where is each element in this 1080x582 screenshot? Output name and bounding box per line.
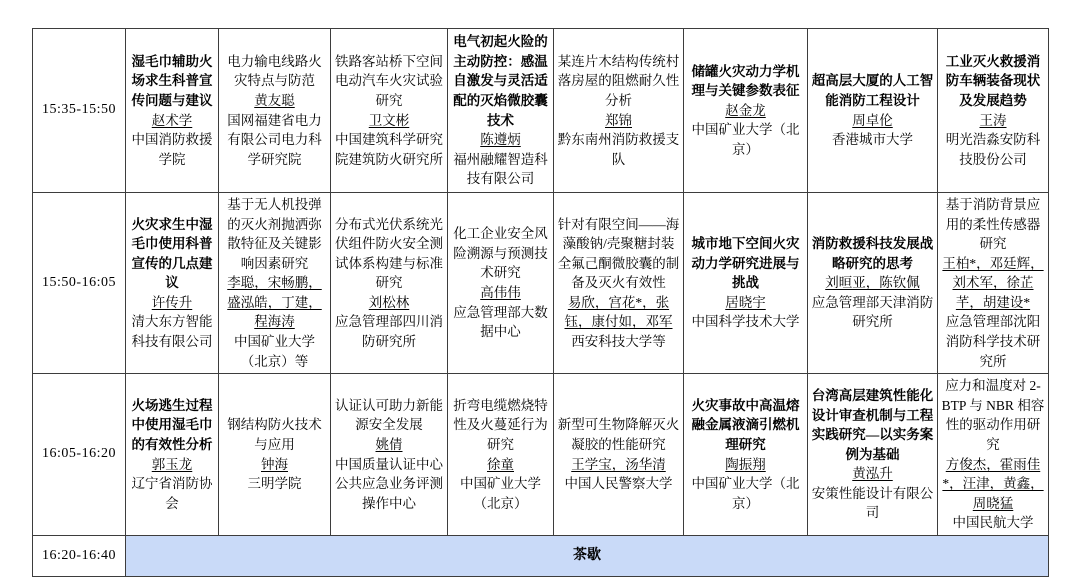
session-affiliation: 福州融耀智造科技有限公司: [453, 151, 548, 187]
session-authors: 王涛: [979, 112, 1007, 128]
session-title: 火灾求生中湿毛巾使用科普宣传的几点建议: [131, 216, 213, 291]
session-affiliation: 中国建筑科学研究院建筑防火研究所: [335, 132, 443, 167]
session-cell: [126, 374, 219, 536]
session-title: 基于消防背景应用的柔性传感器研究: [945, 197, 1041, 252]
session-title: 消防救援科技发展战略研究的思考: [811, 236, 934, 271]
session-cell: [554, 193, 684, 374]
session-affiliation: 中国矿业大学（北京）等: [234, 333, 315, 369]
session-cell: [448, 29, 554, 193]
session-title: 储罐火灾动力学机理与关键参数表征: [691, 63, 800, 99]
session-cell: [684, 29, 808, 193]
session-affiliation: 中国科学技术大学: [691, 314, 800, 330]
session-authors: 陈遵炳: [480, 132, 521, 148]
session-authors: 卫文彬: [368, 112, 410, 128]
session-cell: [938, 374, 1049, 536]
session-title: 应力和温度对 2-BTP 与 NBR 相容性的驱动作用研究: [941, 378, 1045, 452]
session-title: 认证认可助力新能源安全发展: [335, 397, 443, 433]
session-cell: [684, 193, 808, 374]
session-title: 分布式光伏系统光伏组件防火安全测试体系构建与标准研究: [335, 216, 443, 291]
session-affiliation: 香港城市大学: [832, 132, 913, 148]
session-title: 基于无人机投弹的灭火剂抛洒弥散特征及关键影响因素研究: [227, 197, 322, 271]
session-cell: [219, 29, 331, 193]
session-cell: [219, 374, 331, 536]
session-authors: 姚倩: [375, 437, 403, 452]
session-cell: [554, 374, 684, 536]
table-row: [33, 193, 1049, 374]
session-title: 电力输电线路火灾特点与防范: [227, 53, 322, 89]
session-cell: [448, 374, 554, 536]
session-authors: 王柏*，邓廷辉，刘术军，徐芷芊，胡建设*: [942, 255, 1044, 310]
session-cell: [808, 374, 938, 536]
session-authors: 刘松林: [368, 294, 410, 310]
table-row: [33, 29, 1049, 193]
session-affiliation: 国网福建省电力有限公司电力科学研究院: [227, 112, 322, 167]
time-slot: 16:05-16:20: [33, 374, 126, 536]
session-affiliation: 中国消防救援学院: [131, 132, 213, 167]
session-affiliation: 中国人民警察大学: [564, 476, 673, 492]
session-affiliation: 应急管理部天津消防研究所: [811, 294, 934, 330]
session-cell: [126, 193, 219, 374]
session-authors: 徐童: [487, 456, 514, 472]
session-authors: 黄泓升: [852, 466, 893, 482]
session-authors: 黄友聪: [254, 92, 295, 108]
session-title: 火场逃生过程中使用湿毛巾的有效性分析: [131, 397, 213, 452]
table-row: [33, 374, 1049, 536]
session-title: 折弯电缆燃烧特性及火蔓延行为研究: [453, 397, 548, 452]
session-cell: [331, 29, 448, 193]
session-authors: 高伟伟: [480, 285, 521, 301]
session-authors: 刘晅亚，陈钦佩: [825, 275, 920, 291]
session-title: 钢结构防火技术与应用: [227, 417, 322, 452]
session-title: 火灾事故中高温熔融金属液滴引燃机理研究: [691, 397, 800, 452]
time-slot: 15:35-15:50: [33, 29, 126, 193]
session-title: 针对有限空间——海藻酸钠/壳聚糖封装全氟己酮微胶囊的制备及灭火有效性: [557, 216, 680, 291]
session-affiliation: 应急管理部四川消防研究所: [335, 314, 443, 349]
session-title: 化工企业安全风险溯源与预测技术研究: [453, 226, 548, 281]
session-title: 台湾高层建筑性能化设计审查机制与工程实践研究—以实务案例为基础: [811, 388, 934, 462]
session-title: 电气初起火险的主动防控：感温自激发与灵活适配的灭焰微胶囊技术: [453, 34, 548, 128]
session-cell: [938, 29, 1049, 193]
session-authors: 郭玉龙: [151, 456, 193, 472]
session-authors: 郑锦: [605, 112, 632, 128]
time-slot: 15:50-16:05: [33, 193, 126, 374]
session-affiliation: 三明学院: [247, 476, 302, 492]
session-affiliation: 中国矿业大学（北京）: [691, 122, 800, 157]
session-authors: 许传升: [151, 294, 193, 310]
session-title: 某连片木结构传统村落房屋的阻燃耐久性分析: [557, 53, 680, 108]
tea-break-row: [33, 536, 1049, 577]
session-affiliation: 辽宁省消防协会: [131, 476, 213, 511]
session-authors: 陶振翔: [725, 456, 766, 472]
schedule-table: [32, 28, 1049, 577]
session-cell: [126, 29, 219, 193]
session-cell: [331, 374, 448, 536]
session-cell: [219, 193, 331, 374]
session-cell: [808, 193, 938, 374]
session-cell: [684, 374, 808, 536]
session-title: 新型可生物降解灭火凝胶的性能研究: [557, 417, 680, 452]
session-affiliation: 西安科技大学等: [571, 333, 666, 349]
session-affiliation: 中国矿业大学（北京）: [460, 476, 541, 511]
session-affiliation: 中国质量认证中心公共应急业务评测操作中心: [335, 456, 443, 511]
session-authors: 周卓伦: [852, 112, 893, 128]
session-cell: [808, 29, 938, 193]
session-affiliation: 安策性能设计有限公司: [811, 485, 934, 521]
session-cell: [331, 193, 448, 374]
session-authors: 钟海: [261, 456, 288, 472]
session-authors: 王学宝，汤华清: [571, 456, 666, 472]
session-affiliation: 清大东方智能科技有限公司: [131, 314, 213, 349]
session-cell: [938, 193, 1049, 374]
time-slot: 16:20-16:40: [33, 536, 126, 577]
session-authors: 易欣，宫花*，张钰，康付如，邓军: [564, 294, 673, 330]
session-affiliation: 中国矿业大学（北京）: [691, 476, 800, 511]
session-authors: 方俊杰，霍雨佳*，汪津，黄鑫，周晓猛: [942, 456, 1044, 511]
session-affiliation: 中国民航大学: [952, 515, 1034, 531]
session-title: 超高层大厦的人工智能消防工程设计: [811, 73, 934, 108]
session-authors: 居晓宇: [725, 294, 766, 310]
session-authors: 赵金龙: [725, 102, 766, 118]
session-authors: 李聪，宋畅鹏，盛泓皓，丁建，程海涛: [227, 275, 322, 330]
session-title: 湿毛巾辅助火场求生科普宣传问题与建议: [131, 53, 213, 108]
session-affiliation: 应急管理部大数据中心: [453, 304, 548, 340]
session-cell: [554, 29, 684, 193]
session-affiliation: 黔东南州消防救援支队: [557, 132, 680, 167]
session-affiliation: 明光浩淼安防科技股份公司: [945, 132, 1041, 167]
session-title: 铁路客站桥下空间电动汽车火灾试验研究: [335, 53, 443, 108]
session-authors: 赵术学: [151, 112, 193, 128]
session-title: 城市地下空间火灾动力学研究进展与挑战: [691, 236, 800, 291]
session-cell: [448, 193, 554, 374]
session-title: 工业灭火救援消防车辆装备现状及发展趋势: [945, 53, 1041, 108]
session-affiliation: 应急管理部沈阳消防科学技术研究所: [945, 314, 1041, 369]
tea-break-cell: [126, 536, 1049, 577]
tea-break-label: 茶歇: [573, 547, 601, 563]
